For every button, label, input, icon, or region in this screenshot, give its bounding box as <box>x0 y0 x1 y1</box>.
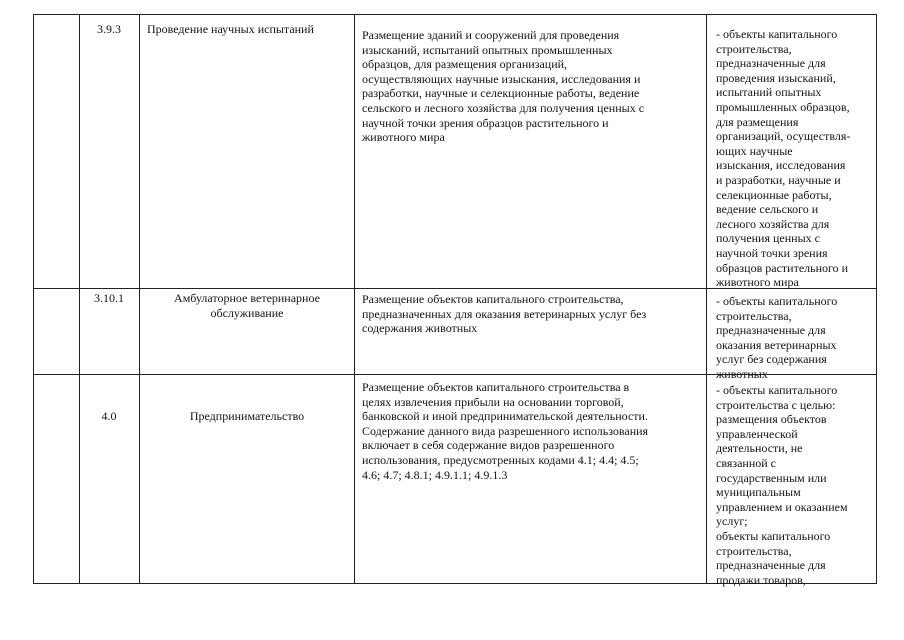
column-divider-objects <box>706 14 707 584</box>
row-description: Размещение объектов капитального строительства в целях извлечения прибыли на основании торговой, банковской и иной предпринимательской деятельности. Содержание данного вида разрешенного использования включает в себя содержание видов разрешенного использования, предусмотренных кодами 4.1; 4.4; 4.5; 4.6; 4.7; 4.8.1; 4.9.1.1; 4.9.1.3 <box>362 380 649 482</box>
row-description: Размещение объектов капитального строительства, предназначенных для оказания ветеринарных услуг без содержания животных <box>362 292 647 336</box>
table-top-border <box>33 14 877 15</box>
row-code: 4.0 <box>101 409 117 423</box>
row-name: Предпринимательство <box>189 409 305 423</box>
table-right-border <box>876 14 877 584</box>
row-name: Амбулаторное ветеринарное обслуживание <box>174 291 320 320</box>
column-divider-name <box>139 14 140 584</box>
row-description: Размещение зданий и сооружений для проведения изысканий, испытаний опытных промышленных образцов, для размещения организаций, осуществляющих научные изыскания, исследования и разработки, научные и селекционные работы, ведение сельского и лесного хозяйства для получения ценных с научной точки зрения образцов растительного и животного мира <box>362 28 645 145</box>
row-code: 3.9.3 <box>97 22 121 36</box>
table-left-border <box>33 14 34 584</box>
row-objects: - объекты капитального строительства, предназначенные для оказания ветеринарных услуг без содержания животных <box>716 294 838 381</box>
row-name: Проведение научных испытаний <box>147 22 314 36</box>
row-objects: - объекты капитального строительства с целью: размещения объектов управленческой деятельности, не связанной с государственным или муниципальным управлением и оказанием услуг; объекты капитального строительства, предназначенные для продажи товаров, <box>716 383 848 587</box>
row-objects: - объекты капитального строительства, предназначенные для проведения изысканий, испытаний опытных промышленных образцов, для размещения организаций, осуществля- ющих научные изыскания, исследования и разработки, научные и селекционные работы, ведение сельского и лесного хозяйства для получения ценных с научной точки зрения образцов растительного и животного мира <box>716 27 851 290</box>
column-divider-description <box>354 14 355 584</box>
row-code: 3.10.1 <box>94 291 124 305</box>
